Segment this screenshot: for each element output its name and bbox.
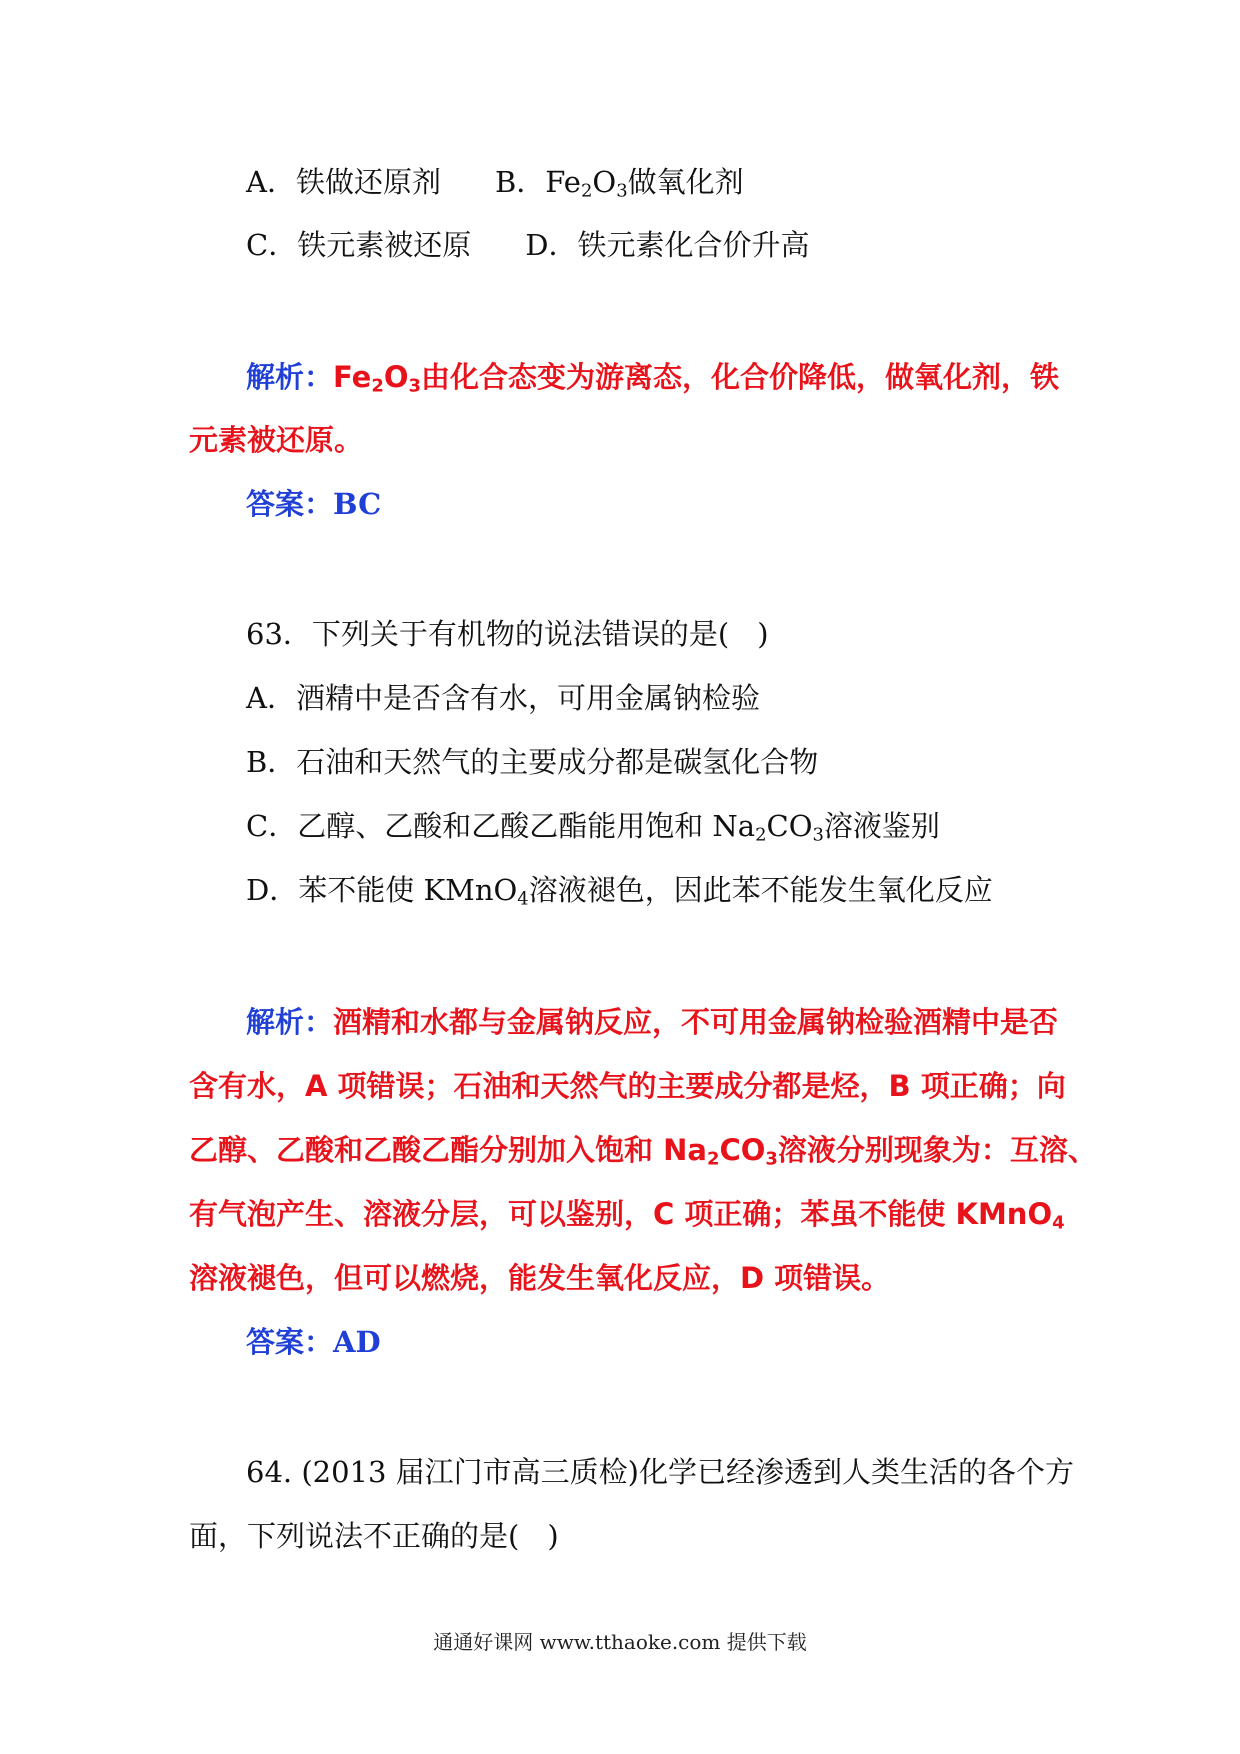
q62-analysis-label: 解析： — [246, 360, 334, 394]
q62-options-ab — [246, 162, 744, 202]
q64-stem-line2: 面，下列说法不正确的是( ) — [189, 1519, 559, 1553]
q64-stem-line1: 64. (2013 届江门市高三质检)化学已经渗透到人类生活的各个方 — [246, 1455, 1074, 1489]
q63-analysis-line4: 有气泡产生、溶液分层，可以鉴别，C 项正确；苯虽不能使 KMnO$_4$ — [189, 1197, 1065, 1234]
q62-analysis-line1: 解析：$Fe_2O_3$由化合态变为游离态，化合价降低，做氧化剂，铁 — [246, 360, 1060, 397]
q62-answer-label: 答案： — [246, 487, 334, 521]
q63-analysis-label: 解析： — [246, 1005, 334, 1039]
q63-option-d: D．苯不能使 KMnO$_4$溶液褪色，因此苯不能发生氧化反应 — [246, 873, 993, 910]
q62-option-a: A．铁做还原剂 — [246, 165, 441, 199]
q63-stem: 63．下列关于有机物的说法错误的是( ) — [246, 617, 769, 651]
q62-option-c: C．铁元素被还原 — [246, 228, 472, 262]
q63-analysis-line1: 解析：酒精和水都与金属钠反应，不可用金属钠检验酒精中是否 — [246, 1005, 1059, 1039]
q62-answer — [246, 484, 381, 524]
q62-options-cd — [246, 225, 809, 265]
q62-answer-value: BC — [333, 487, 382, 521]
q63-option-a: A．酒精中是否含有水，可用金属钠检验 — [246, 681, 760, 715]
page-footer: 通通好课网 www.tthaoke.com 提供下载 — [433, 1630, 807, 1654]
q62-option-b: B．$Fe_2O_3$做氧化剂 — [494, 165, 744, 202]
q63-option-c: C．乙醇、乙酸和乙酸乙酯能用饱和 $Na_2CO_3$溶液鉴别 — [246, 809, 940, 846]
q62-option-d: D．铁元素化合价升高 — [525, 228, 810, 262]
q62-analysis-line2: 元素被还原。 — [189, 423, 364, 457]
q63-answer-label: 答案： — [246, 1325, 334, 1359]
q63-analysis-line2: 含有水，A 项错误；石油和天然气的主要成分都是烃，B 项正确；向 — [189, 1069, 1066, 1103]
q63-option-b: B．石油和天然气的主要成分都是碳氢化合物 — [246, 745, 819, 779]
q63-answer — [246, 1322, 381, 1362]
q63-analysis-line5: 溶液褪色，但可以燃烧，能发生氧化反应，D 项错误。 — [189, 1261, 891, 1295]
q63-analysis-line3: 乙醇、乙酸和乙酸乙酯分别加入饱和 $Na_2CO_3$溶液分别现象为：互溶、 — [189, 1133, 1097, 1170]
q63-answer-value: AD — [333, 1325, 381, 1359]
